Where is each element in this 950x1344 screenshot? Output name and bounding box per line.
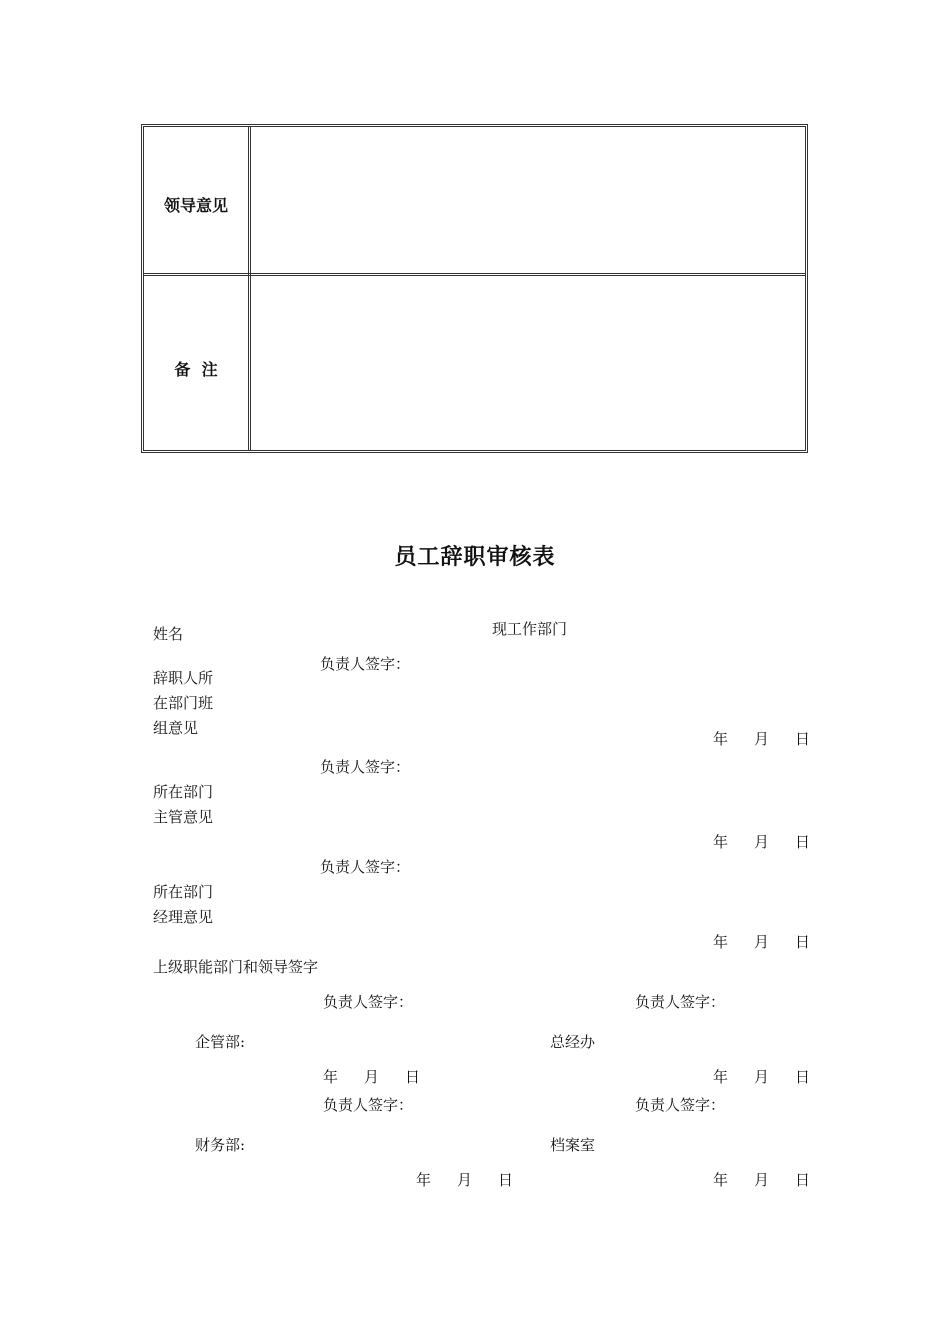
date-month: 月: [754, 730, 770, 748]
date-year: 年: [416, 1171, 432, 1189]
sign-label-caiwu: 负责人签字：: [323, 1096, 414, 1114]
date-day: 日: [405, 1068, 421, 1086]
current-dept-label: 现工作部门: [492, 620, 568, 638]
date-year: 年: [713, 1171, 729, 1189]
date-day: 日: [795, 730, 811, 748]
date-day: 日: [795, 833, 811, 851]
qiguan-date: [323, 1070, 420, 1085]
remarks-field[interactable]: [252, 277, 805, 450]
date-month: 月: [364, 1068, 380, 1086]
dept-qiguan-label: 企管部:: [195, 1033, 246, 1051]
sign-label-2: 负责人签字：: [320, 758, 411, 776]
date-month: 月: [754, 933, 770, 951]
dept-caiwu-label: 财务部:: [195, 1136, 246, 1154]
date-month: 月: [457, 1171, 473, 1189]
date-year: 年: [323, 1068, 339, 1086]
section1-label-line3: 组意见: [153, 719, 199, 737]
date-day: 日: [795, 933, 811, 951]
sign-label-zongjingban: 负责人签字：: [635, 993, 726, 1011]
leader-opinion-label: 领导意见: [163, 196, 228, 215]
opinion-table: [141, 124, 808, 453]
date-day: 日: [795, 1171, 811, 1189]
section2-label-line2: 主管意见: [153, 808, 214, 826]
dept-zongjingban-label: 总经办: [550, 1033, 596, 1051]
sign-label-1: 负责人签字：: [320, 655, 411, 673]
date-month: 月: [754, 833, 770, 851]
date-year: 年: [713, 933, 729, 951]
section1-label-line1: 辞职人所: [153, 669, 214, 687]
date-year: 年: [713, 833, 729, 851]
date-month: 月: [754, 1171, 770, 1189]
section3-label-line1: 所在部门: [153, 883, 214, 901]
form-title: 员工辞职审核表: [394, 544, 556, 570]
sign-label-dangan: 负责人签字：: [635, 1096, 726, 1114]
section2-label-line1: 所在部门: [153, 783, 214, 801]
date-year: 年: [713, 1068, 729, 1086]
table-column-divider: [248, 127, 251, 450]
dangan-date: [713, 1173, 810, 1188]
sign-label-qiguan: 负责人签字：: [323, 993, 414, 1011]
leader-opinion-field[interactable]: [252, 127, 805, 273]
section3-date: [713, 935, 810, 950]
section1-date: [713, 732, 810, 747]
name-label: 姓名: [153, 625, 184, 643]
caiwu-date: [416, 1173, 513, 1188]
sign-label-3: 负责人签字：: [320, 858, 411, 876]
zongjingban-date: [713, 1070, 810, 1085]
table-row-divider: [144, 273, 805, 276]
remarks-label: 备 注: [174, 360, 218, 379]
date-year: 年: [713, 730, 729, 748]
date-month: 月: [754, 1068, 770, 1086]
section2-date: [713, 835, 810, 850]
date-day: 日: [498, 1171, 514, 1189]
section3-label-line2: 经理意见: [153, 908, 214, 926]
date-day: 日: [795, 1068, 811, 1086]
dept-dangan-label: 档案室: [550, 1136, 596, 1154]
superior-label: 上级职能部门和领导签字: [153, 958, 319, 976]
section1-label-line2: 在部门班: [153, 694, 214, 712]
